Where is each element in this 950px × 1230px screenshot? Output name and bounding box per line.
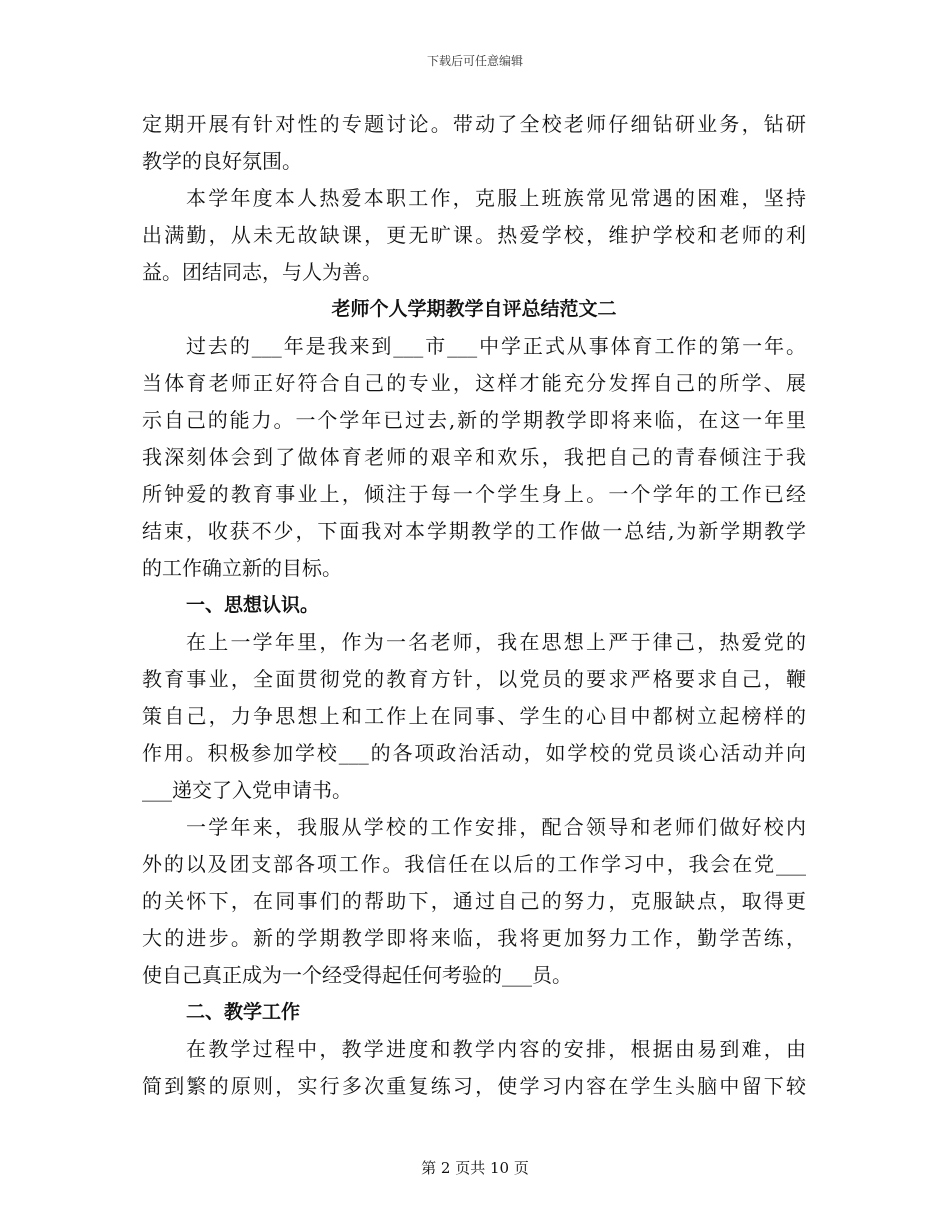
section-title: 老师个人学期教学自评总结范文二 [331,298,617,320]
text-line: 定期开展有针对性的专题讨论。带动了全校老师仔细钻研业务，钻研 [142,112,806,136]
text-line: 益。团结同志，与人为善。 [142,260,382,284]
text-line: 使自己真正成为一个经受得起任何考验的___员。 [142,963,572,987]
text-line: 在上一学年里，作为一名老师，我在思想上严于律己，热爱党的 [186,630,806,654]
text-line: 策自己，力争思想上和工作上在同事、学生的心目中都树立起榜样的 [142,704,806,728]
text-line: 当体育老师正好符合自己的专业，这样才能充分发挥自己的所学、展 [142,371,806,395]
text-line: 教育事业，全面贯彻党的教育方针，以党员的要求严格要求自己，鞭 [142,667,806,691]
text-line: 的工作确立新的目标。 [142,556,342,580]
text-line: 示自己的能力。一个学年已过去,新的学期教学即将来临，在这一年里 [142,408,806,432]
section-heading: 二、教学工作 [186,1001,301,1023]
text-line: 出满勤，从未无故缺课，更无旷课。热爱学校，维护学校和老师的利 [142,223,806,247]
text-line: 本学年度本人热爱本职工作，克服上班族常见常遇的困难，坚持 [186,186,806,210]
text-line: 外的以及团支部各项工作。我信任在以后的工作学习中，我会在党___ [142,852,806,876]
document-body [142,106,806,1105]
text-line: 大的进步。新的学期教学即将来临，我将更加努力工作，勤学苦练， [142,926,806,950]
page-header: 下载后可任意编辑 [426,54,523,68]
text-line: 过去的___年是我来到___市___中学正式从事体育工作的第一年。 [186,334,806,358]
text-line: 我深刻体会到了做体育老师的艰辛和欢乐，我把自己的青春倾注于我 [142,445,806,469]
text-line: 教学的良好氛围。 [142,149,302,173]
text-line: 所钟爱的教育事业上，倾注于每一个学生身上。一个学年的工作已经 [142,482,806,506]
page-footer: 第 2 页共 10 页 [421,1159,529,1177]
text-line: 的关怀下，在同事们的帮助下，通过自己的努力，克服缺点，取得更 [142,889,806,913]
text-line: 在教学过程中，教学进度和教学内容的安排，根据由易到难，由 [186,1037,806,1061]
section-heading: 一、思想认识。 [186,594,320,616]
text-line: 一学年来，我服从学校的工作安排，配合领导和老师们做好校内 [186,815,806,839]
text-line: 简到繁的原则，实行多次重复练习，使学习内容在学生头脑中留下较 [142,1074,806,1098]
text-line: 作用。积极参加学校___的各项政治活动，如学校的党员谈心活动并向 [142,741,806,765]
text-line: 结束，收获不少，下面我对本学期教学的工作做一总结,为新学期教学 [142,519,806,543]
text-line: ___递交了入党申请书。 [142,778,352,802]
